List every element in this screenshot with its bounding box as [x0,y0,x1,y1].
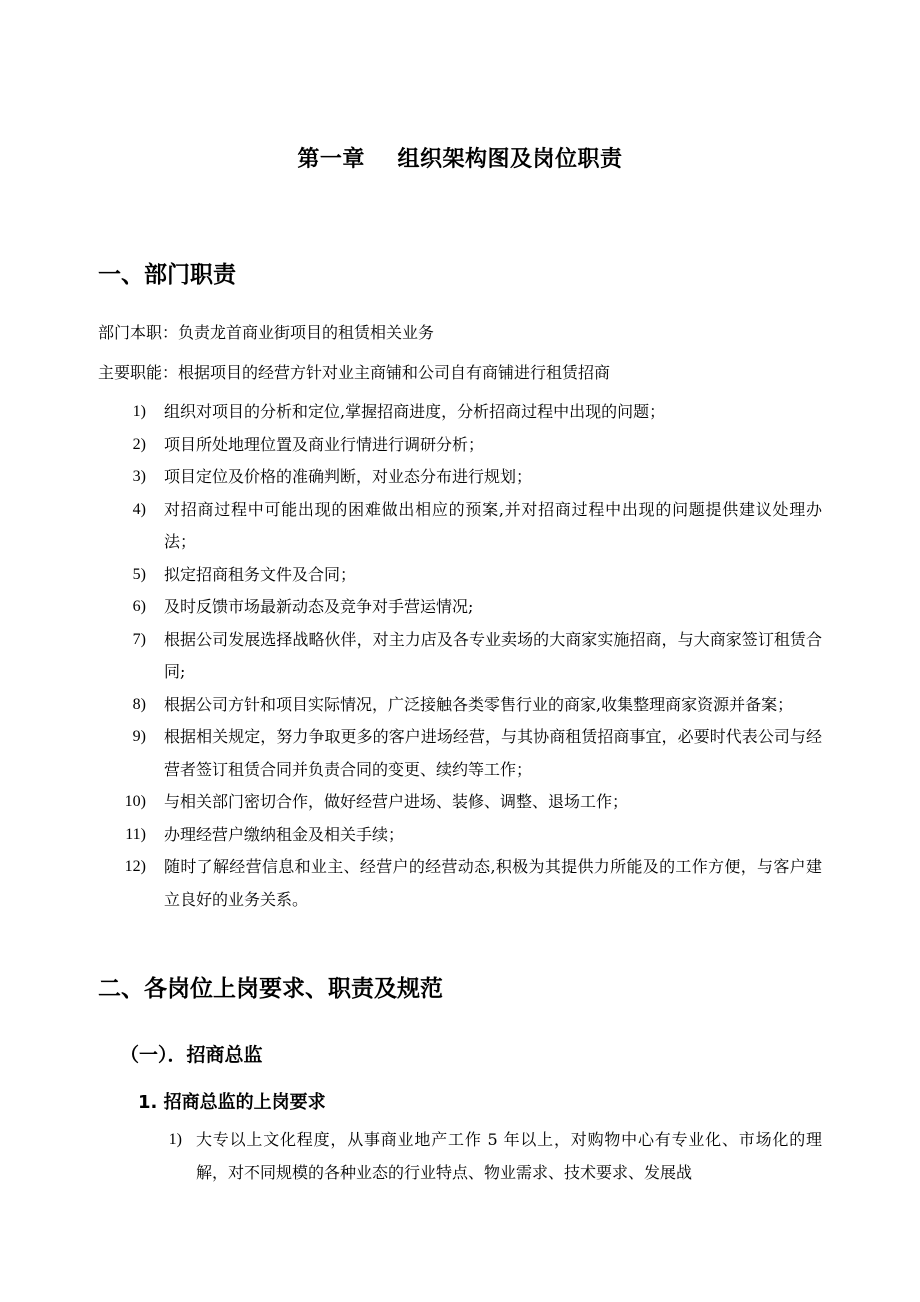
list-item [132,1124,822,1189]
list-item-number: 1) [132,403,146,420]
list-item-text: 根据公司方针和项目实际情况，广泛接触各类零售行业的商家,收集整理商家资源并备案； [164,694,794,714]
list-item-text: 对招商过程中可能出现的困难做出相应的预案,并对招商过程中出现的问题提供建议处理办法； [164,499,822,551]
list-item [98,494,822,559]
list-item [98,591,822,624]
list-item-text: 根据相关规定，努力争取更多的客户进场经营，与其协商租赁招商事宜，必要时代表公司与经营者签订租赁合同并负责合同的变更、续约等工作； [164,727,822,779]
list-item [98,559,822,592]
list-item-number: 4) [132,500,146,518]
list-item-number: 1) [168,1131,182,1148]
list-item-text: 组织对项目的分析和定位,掌握招商进度，分析招商过程中出现的问题； [164,402,666,421]
duty-list [98,396,822,916]
list-item-number: 2) [132,435,146,453]
list-item-number: 8) [132,695,146,713]
director-requirements-heading: 1. 招商总监的上岗要求 [138,1092,326,1113]
subsection-title-director: （一）．招商总监 [120,1044,263,1066]
list-item [98,819,822,852]
list-item-number: 10) [124,793,146,810]
list-item-text: 项目定位及价格的准确判断，对业态分布进行规划； [164,467,533,486]
list-item-text: 及时反馈市场最新动态及竞争对手营运情况; [164,597,474,616]
list-item-number: 12) [124,858,146,875]
list-item-text: 办理经营户缴纳租金及相关手续； [164,824,405,844]
list-item-number: 6) [132,598,146,615]
list-item [98,851,822,916]
list-item-number: 7) [132,630,146,648]
list-item [98,624,822,689]
list-item-text: 根据公司发展选择战略伙伴，对主力店及各专业卖场的大商家实施招商，与大商家签订租赁合同; [164,629,822,681]
list-item-number: 3) [132,468,146,485]
list-item-text: 与相关部门密切合作，做好经营户进场、装修、调整、退场工作； [164,792,629,811]
list-item-text: 拟定招商租务文件及合同； [164,564,357,584]
chapter-title: 第一章 组织架构图及岗位职责 [297,147,623,172]
list-item-number: 9) [132,728,146,745]
list-item [98,396,822,429]
section-title-post-requirements: 二、各岗位上岗要求、职责及规范 [98,976,443,1002]
list-item-text: 大专以上文化程度，从事商业地产工作 5 年以上，对购物中心有专业化、市场化的理解，对不同规模的各种业态的行业特点、物业需求、技术要求、发展战 [196,1130,822,1182]
main-functions-line: 主要职能：根据项目的经营方针对业主商铺和公司自有商铺进行租赁招商 [98,363,611,382]
list-item-text: 项目所处地理位置及商业行情进行调研分析； [164,434,485,454]
list-item [98,721,822,786]
requirements-list [132,1124,822,1189]
section-title-department-duties: 一、部门职责 [98,262,236,288]
list-item [98,786,822,819]
list-item-number: 11) [125,825,146,843]
list-item [98,429,822,462]
list-item-text: 随时了解经营信息和业主、经营户的经营动态,积极为其提供力所能及的工作方便，与客户建立良好的业务关系。 [164,857,822,909]
list-item [98,689,822,722]
list-item-number: 5) [132,565,146,583]
list-item [98,461,822,494]
department-duty-line: 部门本职：负责龙首商业街项目的租赁相关业务 [98,323,435,342]
